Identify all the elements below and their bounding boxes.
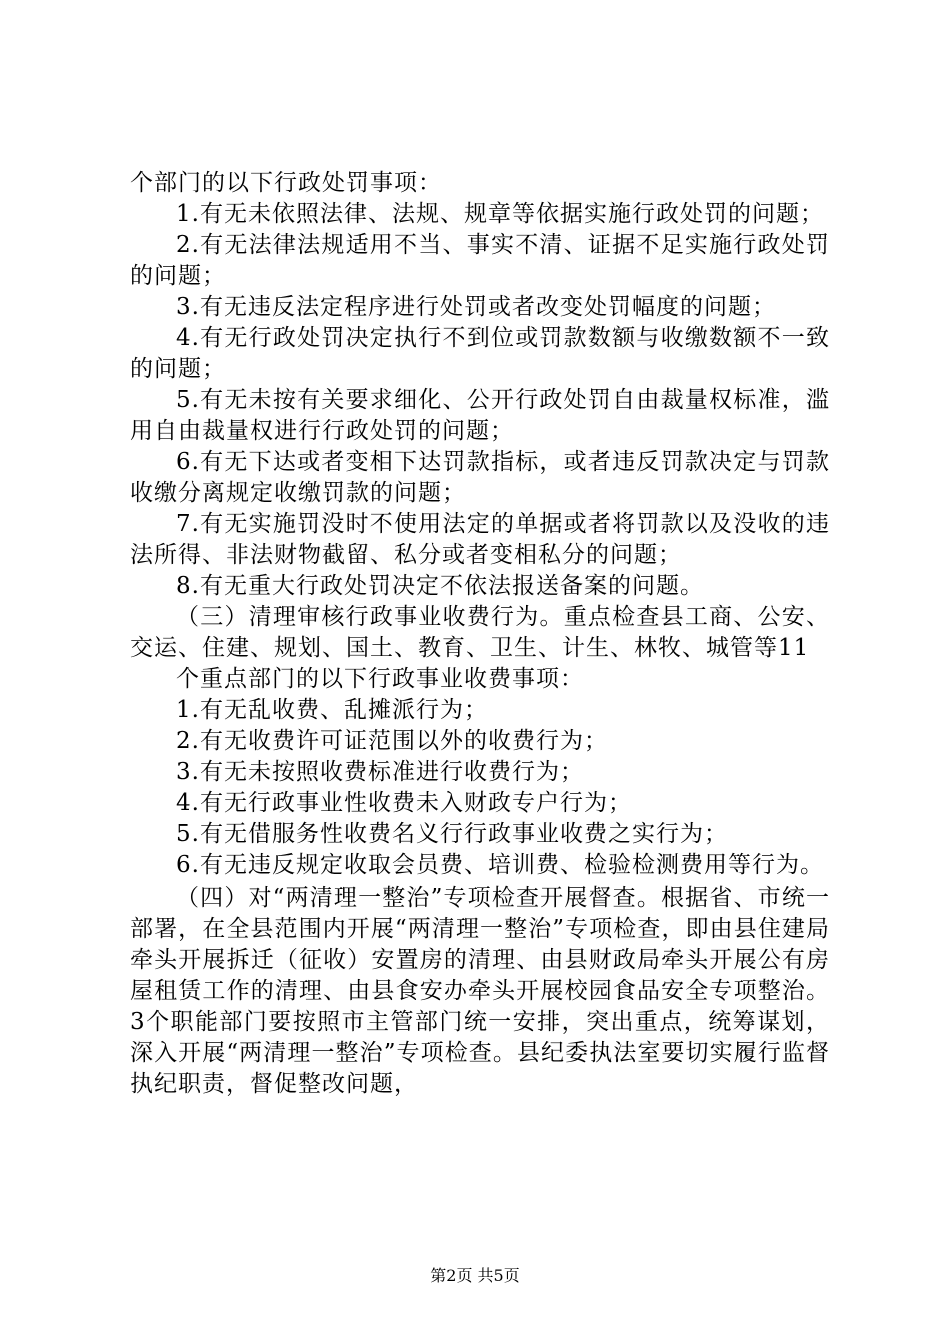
list-item: 3.有无违反法定程序进行处罚或者改变处罚幅度的问题； <box>176 294 776 320</box>
list-item: 6.有无违反规定收取会员费、培训费、检验检测费用等行为。 <box>176 852 824 878</box>
document-body <box>130 168 830 1100</box>
list-item: 6.有无下达或者变相下达罚款指标，或者违反罚款决定与罚款收缴分离规定收缴罚款的问题； <box>130 449 830 506</box>
list-item: 3.有无未按照收费标准进行收费行为； <box>176 759 584 785</box>
list-item: 5.有无借服务性收费名义行行政事业收费之实行为； <box>176 821 728 847</box>
list-item: 2.有无收费许可证范围以外的收费行为； <box>176 728 608 754</box>
list-item: 5.有无未按有关要求细化、公开行政处罚自由裁量权标准，滥用自由裁量权进行行政处罚的问题； <box>130 387 830 444</box>
list-item: 8.有无重大行政处罚决定不依法报送备案的问题。 <box>176 573 704 599</box>
page-number: 第2页 共5页 <box>430 1266 520 1285</box>
section-paragraph: （三）清理审核行政事业收费行为。重点检查县工商、公安、交运、住建、规划、国土、教育、卫生、计生、林牧、城管等11 <box>130 604 830 661</box>
list-item: 4.有无行政事业性收费未入财政专户行为； <box>176 790 632 816</box>
list-item: 1.有无乱收费、乱摊派行为； <box>176 697 488 723</box>
list-item: 2.有无法律法规适用不当、事实不清、证据不足实施行政处罚的问题； <box>130 232 830 289</box>
list-item: 1.有无未依照法律、法规、规章等依据实施行政处罚的问题； <box>176 201 824 227</box>
page-footer <box>0 1266 950 1286</box>
paragraph-continuation: 个重点部门的以下行政事业收费事项： <box>176 666 584 692</box>
list-item: 4.有无行政处罚决定执行不到位或罚款数额与收缴数额不一致的问题； <box>130 325 830 382</box>
section-paragraph: （四）对“两清理一整治”专项检查开展督查。根据省、市统一部署，在全县范围内开展“两清理一整治”专项检查，即由县住建局牵头开展拆迁（征收）安置房的清理、由县财政局牵头开展公有房屋租赁工作的清理、由县食安办牵头开展校园食品安全专项整治。3个职能部门要按照市主管部门统一安排，突出重点，统筹谋划，深入开展“两清理一整治”专项检查。县纪委执法室要切实履行监督执纪职责，督促整改问题， <box>130 885 830 1097</box>
paragraph-continuation: 个部门的以下行政处罚事项： <box>130 170 442 196</box>
list-item: 7.有无实施罚没时不使用法定的单据或者将罚款以及没收的违法所得、非法财物截留、私分或者变相私分的问题； <box>130 511 830 568</box>
